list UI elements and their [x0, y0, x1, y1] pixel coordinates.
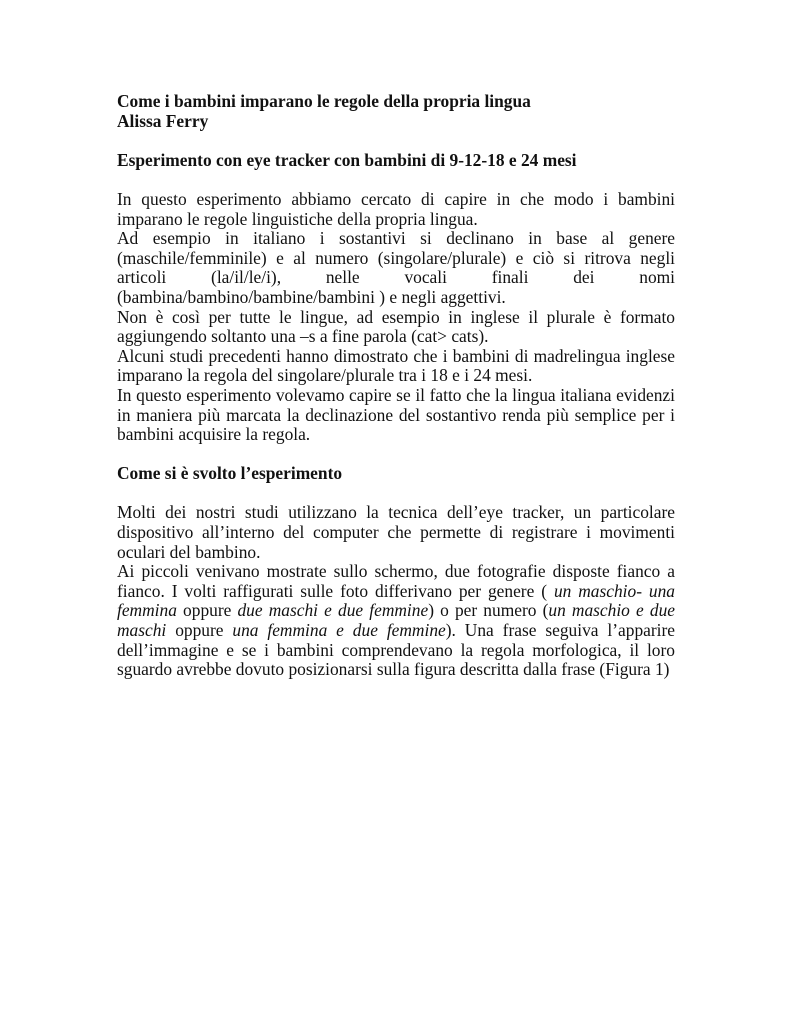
- method-text: oppure: [176, 600, 238, 621]
- spacer: [117, 170, 675, 190]
- intro-paragraph: In questo esperimento abbiamo cercato di capire in che modo i bambini imparano le regole linguistiche della propria lingua.: [117, 188, 675, 229]
- method-section: [117, 503, 675, 679]
- method-text: oppure: [166, 620, 233, 641]
- intro-section: [117, 190, 675, 445]
- intro-paragraph: Alcuni studi precedenti hanno dimostrato che i bambini di madrelingua inglese imparano la regola del singolare/plurale tra i 18 e i 24 mesi.: [117, 345, 675, 386]
- method-text: ) o per numero (: [428, 600, 549, 621]
- intro-paragraph: Ad esempio in italiano i sostantivi si declinano in base al genere (maschile/femminile) e al numero (singolare/plurale) e ciò si ritrova negli articoli (la/il/le/i), nelle vocali finali dei nomi (bambina/bambino/bambine/bambini ) e negli aggettivi.: [117, 228, 675, 307]
- method-italic-text: un maschio e due maschi: [117, 600, 675, 641]
- spacer: [117, 484, 675, 504]
- experiment-subtitle: Esperimento con eye tracker con bambini di 9-12-18 e 24 mesi: [117, 149, 577, 170]
- method-italic-text: un maschio- una femmina: [117, 580, 675, 621]
- method-text: Ai piccoli venivano mostrate sullo schermo, due fotografie disposte fianco a fianco. I volti raffigurati sulle foto differivano per genere (: [117, 561, 675, 601]
- method-text: ). Una frase seguiva l’apparire dell’immagine e se i bambini comprendevano la regola morfologica, il loro sguardo avrebbe dovuto posizionarsi sulla figura descritta dalla frase (Figura 1): [117, 620, 675, 680]
- document-title: Come i bambini imparano le regole della propria lingua: [117, 91, 531, 111]
- intro-paragraph: Non è così per tutte le lingue, ad esempio in inglese il plurale è formato aggiungendo soltanto una –s a fine parola (cat> cats).: [117, 306, 675, 347]
- spacer: [117, 131, 675, 151]
- method-section-heading: Come si è svolto l’esperimento: [117, 463, 343, 484]
- method-italic-text: due maschi e due femmine: [237, 600, 429, 621]
- author-name: Alissa Ferry: [117, 110, 209, 131]
- intro-paragraph: In questo esperimento volevamo capire se il fatto che la lingua italiana evidenzi in maniera più marcata la declinazione del sostantivo renda più semplice per i bambini acquisire la regola.: [117, 384, 675, 445]
- method-paragraph: [117, 562, 675, 680]
- method-italic-text: una femmina e due femmine: [232, 620, 446, 641]
- document-page: [117, 92, 675, 680]
- title-block: [117, 92, 675, 131]
- method-paragraph: Molti dei nostri studi utilizzano la tecnica dell’eye tracker, un particolare dispositivo all’interno del computer che permette di registrare i movimenti oculari del bambino.: [117, 502, 675, 562]
